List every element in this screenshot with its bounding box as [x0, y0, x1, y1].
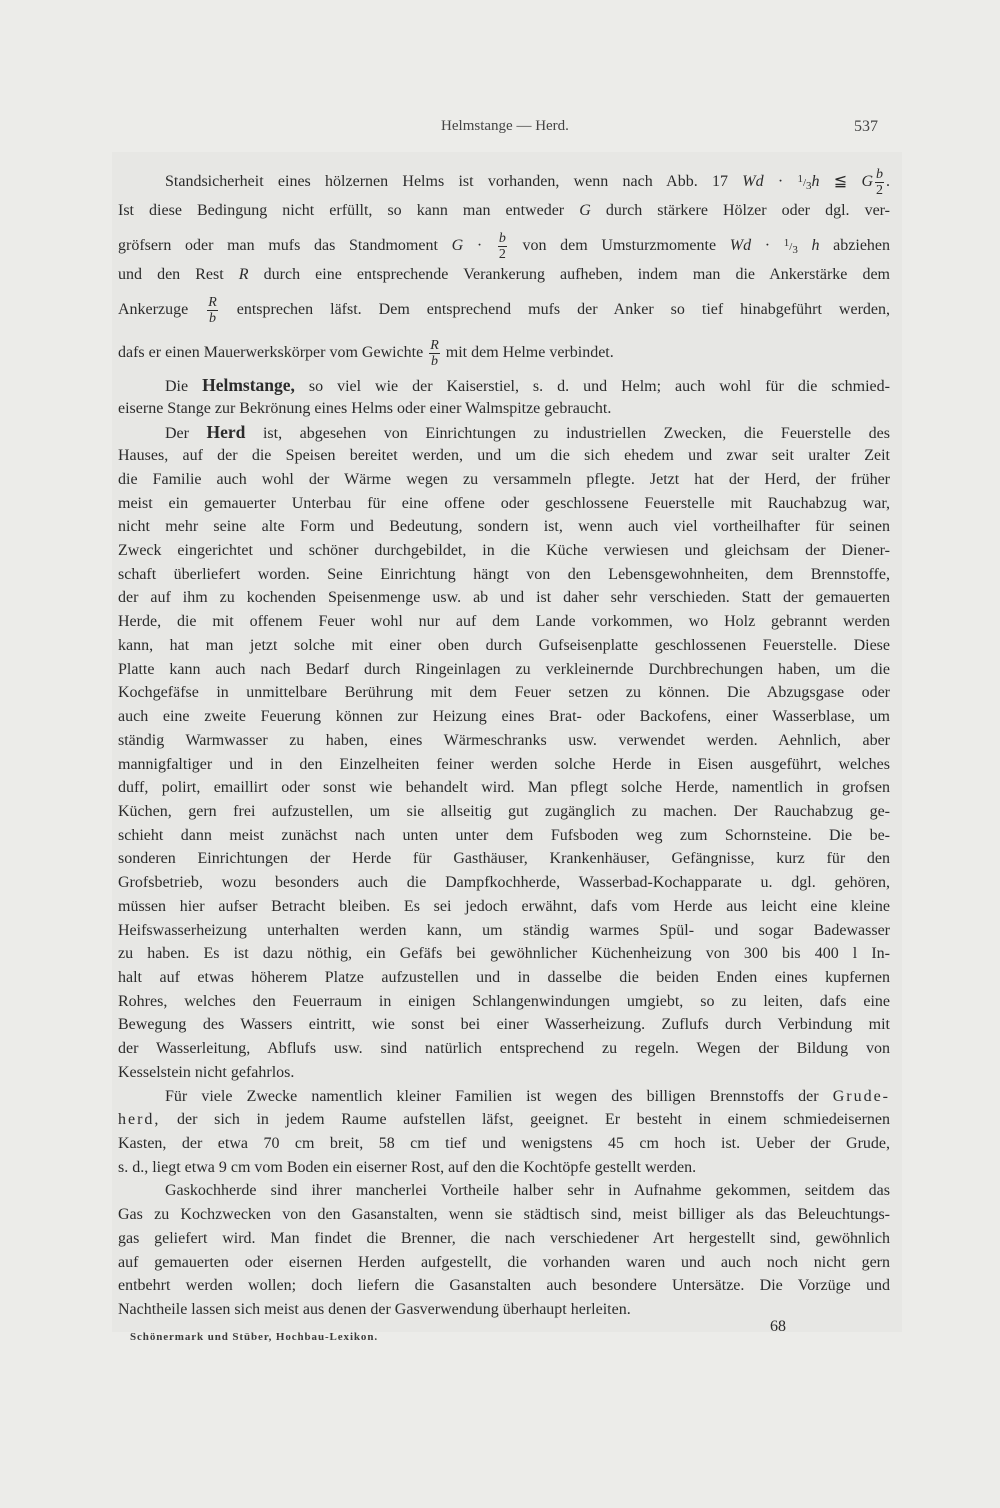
text-segment: dafs er einen Mauerwerkskörper vom Gewichte — [118, 344, 428, 362]
italic-symbol: Wd — [729, 237, 752, 255]
text-line — [118, 397, 890, 421]
one-third-ratio — [783, 237, 798, 257]
spaced-term: herd, — [118, 1111, 161, 1129]
text-line — [118, 539, 890, 563]
text-segment: Für viele Zwecke namentlich kleiner Familien ist wegen des billigen Brennstoffs der — [165, 1087, 833, 1105]
text-segment: der auf ihm zu kochenden Speisenmenge usw. ab und ist daher sehr verschieden. Statt der gemauerten — [118, 589, 890, 607]
text-line — [118, 705, 890, 729]
text-segment: auch eine zweite Feuerung können zur Heizung eines Brat- oder Backofens, einer Wasserblase, um — [118, 708, 890, 726]
page-number: 537 — [854, 118, 878, 135]
text-line — [118, 1108, 890, 1132]
bold-term: Helmstange, — [202, 375, 295, 395]
ratio-slash: / — [802, 177, 807, 190]
text-segment: zu haben. Es ist dazu nöthig, ein Gefäfs bei gewöhnlicher Küchenheizung von 300 bis 400 l In- — [118, 945, 890, 963]
fraction-denominator: b — [431, 354, 438, 369]
text-segment: · — [751, 237, 784, 255]
text-line — [118, 871, 890, 895]
ratio-numerator: 1 — [783, 237, 790, 250]
one-third-ratio — [797, 173, 812, 193]
fraction — [875, 167, 884, 198]
text-segment: ist, abgesehen von Einrichtungen zu industriellen Zwecken, die Feuerstelle des — [245, 425, 890, 443]
ratio-denominator: 3 — [792, 244, 798, 257]
fraction-denominator: 2 — [498, 247, 506, 262]
text-segment: s. d., liegt etwa 9 cm vom Boden ein eiserner Rost, auf den die Kochtöpfe gestellt werden. — [118, 1158, 697, 1176]
text-segment: der sich in jedem Raume aufstellen läfst, geeignet. Er besteht in einem schmiedeisernen — [160, 1111, 890, 1129]
text-segment: Kasten, der etwa 70 cm breit, 58 cm tief und wenigstens 45 cm hoch ist. Ueber der Grude, — [118, 1135, 890, 1153]
text-segment: abziehen — [819, 237, 891, 255]
text-line — [118, 1085, 890, 1109]
ratio-slash: / — [789, 241, 793, 254]
fraction-numerator: R — [430, 338, 439, 353]
text-line — [118, 1132, 890, 1156]
text-segment: kann, hat man jetzt solche mit einer oben durch Gufseisenplatte geschlossenen Feuerstelle. Diese — [118, 636, 890, 654]
text-segment: mit dem Helme verbindet. — [441, 344, 614, 362]
text-segment: entsprechen läfst. Dem entsprechend mufs der Anker so tief hinabgeführt werden, — [219, 301, 891, 319]
text-segment: gröfsern oder man mufs das Standmoment — [118, 237, 452, 255]
text-line — [118, 847, 890, 871]
text-line — [118, 515, 890, 539]
fraction-denominator: b — [208, 311, 216, 326]
text-segment: · — [763, 173, 798, 191]
text-line — [118, 373, 890, 397]
italic-symbol: h — [811, 173, 820, 191]
text-segment: . — [886, 173, 891, 191]
text-segment: ≦ — [819, 173, 862, 191]
text-segment: schaft überliefert worden. Seine Einrichtung hängt von den Lebensgewohnheiten, dem Brennstoffe, — [118, 565, 890, 583]
text-segment: Kochgefäfse in unmittelbare Berührung mit dem Feuer setzen zu können. Die Abzugsgase oder — [118, 684, 890, 702]
fraction-denominator: 2 — [876, 183, 884, 198]
text-line — [118, 1037, 890, 1061]
fraction — [498, 231, 507, 262]
text-segment: sonderen Einrichtungen der Herde für Gasthäuser, Krankenhäuser, Gefängnisse, kurz für den — [118, 850, 890, 868]
text-line — [118, 1274, 890, 1298]
text-segment — [798, 237, 812, 254]
text-line — [118, 1013, 890, 1037]
text-line — [118, 966, 890, 990]
text-segment: Heifswasserheizung unterhalten werden kann, um ständig warmes Spül- und sogar Badewasser — [118, 921, 890, 939]
text-segment: durch stärkere Hölzer oder dgl. ver- — [590, 202, 891, 219]
text-segment: duff, polirt, emaillirt oder sonst wie behandelt wird. Man pflegt solche Herde, namentlich in grofsen — [118, 779, 890, 797]
text-segment: Grofsbetrieb, wozu besonders auch die Dampfkochherde, Wasserbad-Kochapparate u. dgl. gehören, — [118, 874, 890, 892]
text-line — [118, 800, 890, 824]
italic-symbol: G — [861, 173, 874, 191]
text-segment: Ankerzuge — [118, 301, 206, 319]
text-line — [118, 895, 890, 919]
text-line — [118, 1179, 890, 1203]
italic-symbol: h — [811, 237, 820, 255]
text-segment: von dem Umsturzmomente — [508, 237, 730, 255]
text-line — [118, 1156, 890, 1180]
text-segment: Der — [165, 425, 207, 443]
text-segment: Nachtheile lassen sich meist aus denen der Gasverwendung überhaupt herleiten. — [118, 1301, 631, 1319]
ratio-numerator: 1 — [797, 173, 803, 186]
text-segment: Gas zu Kochzwecken von den Gasanstalten, wenn sie städtisch sind, meist billiger als das Beleuchtungs- — [118, 1206, 890, 1224]
text-line — [118, 610, 890, 634]
fraction-numerator: R — [208, 295, 217, 310]
text-line — [118, 753, 890, 777]
text-segment: nicht mehr seine alte Form und Bedeutung, sondern ist, wenn auch viel vortheilhafter für seinen — [118, 518, 890, 536]
italic-symbol: R — [238, 266, 249, 283]
text-segment: Hauses, auf der die Speisen bereitet werden, und um die sich ehedem und zwar seit uralter Zeit — [118, 447, 890, 465]
text-segment: der Wasserleitung, Abflufs usw. sind natürlich entsprechend zu regeln. Wegen der Bildung von — [118, 1040, 890, 1058]
text-segment: Gaskochherde sind ihrer mancherlei Vortheile halber sehr in Aufnahme gekommen, seitdem das — [165, 1182, 890, 1200]
fraction — [207, 295, 218, 326]
spaced-term: Grude- — [832, 1087, 890, 1105]
italic-symbol: Wd — [742, 173, 764, 191]
text-line — [118, 586, 890, 610]
text-line — [118, 199, 890, 223]
text-segment: so viel wie der Kaiserstiel, s. d. und Helm; auch wohl für die schmied- — [294, 378, 890, 395]
text-segment: Herde, die mit offenem Feuer wohl nur auf dem Lande vorkommen, wo Holz gebrannt werden — [118, 613, 890, 631]
text-line — [118, 420, 890, 444]
running-title: Helmstange — Herd. — [441, 118, 569, 134]
text-segment: gas geliefert wird. Man findet die Brenner, die nach verschiedener Art hergestellt sind, gewöhnlich — [118, 1229, 890, 1247]
text-line — [118, 681, 890, 705]
italic-symbol: G — [451, 237, 464, 255]
text-line — [118, 776, 890, 800]
text-segment: ständig Warmwasser zu haben, eines Wärmeschranks usw. verwendet werden. Aehnlich, aber — [118, 731, 890, 749]
text-segment: schieht dann meist zunächst nach unten unter dem Fufsboden weg zum Schornsteine. Die be- — [118, 826, 890, 844]
text-segment: Platte kann auch nach Bedarf durch Ringeinlagen zu verkleinernde Durchbrechungen haben, um die — [118, 660, 890, 678]
text-segment: Standsicherheit eines hölzernen Helms ist vorhanden, wenn nach Abb. 17 — [165, 173, 743, 191]
fraction — [429, 338, 440, 369]
text-segment: eiserne Stange zur Bekrönung eines Helms oder einer Walmspitze gebraucht. — [118, 399, 612, 417]
text-line — [118, 444, 890, 468]
text-segment: meist ein gemauerter Unterbau für eine offene oder geschlossene Feuerstelle mit Rauchabzug war, — [118, 494, 890, 512]
fraction-numerator: b — [498, 231, 506, 246]
text-line — [118, 167, 891, 198]
text-segment: mannigfaltiger und in den Einzelheiten feiner werden solche Herde in Eisen ausgeführt, welches — [118, 755, 890, 773]
text-line — [118, 468, 890, 492]
text-segment: Die — [165, 378, 203, 395]
text-line — [118, 919, 890, 943]
italic-symbol: G — [579, 202, 591, 219]
text-line — [118, 563, 890, 587]
text-segment: Zweck eingerichtet und schöner durchgebildet, in die Küche verwiesen und gleichsam der Diener- — [118, 542, 890, 560]
text-segment: Bewegung des Wassers eintritt, wie sonst bei einer Wasserheizung. Zuflufs durch Verbindung mit — [118, 1016, 890, 1034]
text-line — [118, 824, 890, 848]
fraction-numerator: b — [876, 167, 884, 182]
text-segment: halt auf etwas höherem Platze aufzustellen und in dasselbe die beiden Enden eines kupfernen — [118, 969, 890, 986]
text-segment: Küchen, gern frei aufzustellen, um sie allseitig gut zugänglich zu machen. Der Rauchabzug ge- — [118, 802, 890, 820]
bold-term: Herd — [206, 422, 246, 443]
text-segment: die Familie auch wohl der Wärme wegen zu versammeln pflegte. Jetzt hat der Herd, der früher — [118, 470, 890, 488]
text-line — [118, 942, 890, 966]
text-line — [118, 729, 890, 753]
text-segment: Kesselstein nicht gefahrlos. — [118, 1063, 295, 1081]
text-segment: müssen hier aufser Betracht bleiben. Es sei jedoch erwähnt, dafs vom Herde aus leicht eine kleine — [118, 897, 890, 915]
text-line — [118, 1203, 890, 1227]
text-line — [118, 231, 891, 262]
text-line — [118, 1251, 890, 1275]
text-line — [118, 1227, 890, 1251]
text-line — [118, 492, 890, 516]
text-line — [118, 1061, 890, 1085]
text-segment: und den Rest — [118, 266, 239, 283]
ratio-denominator: 3 — [806, 180, 812, 193]
text-line — [118, 634, 890, 658]
text-line — [118, 338, 890, 369]
text-segment: · — [463, 237, 496, 255]
text-line — [118, 263, 890, 287]
text-line — [118, 990, 890, 1014]
sheet-number: 68 — [770, 1318, 786, 1335]
imprint: Schönermark und Stüber, Hochbau-Lexikon. — [130, 1331, 379, 1343]
text-line — [118, 295, 891, 326]
text-segment: Ist diese Bedingung nicht erfüllt, so kann man entweder — [118, 202, 580, 219]
text-segment: durch eine entsprechende Verankerung aufheben, indem man die Ankerstärke dem — [248, 266, 891, 283]
text-line — [118, 658, 890, 682]
text-segment: entbehrt werden wollen; doch liefern die Gasanstalten auch besondere Untersätze. Die Vorzüge und — [118, 1277, 890, 1295]
text-segment: Rohres, welches den Feuerraum in einigen Schlangenwindungen umgiebt, so zu leiten, dafs eine — [118, 992, 890, 1010]
text-segment: auf gemauerten oder eisernen Herden aufgestellt, die vorhanden waren und auch noch nicht gern — [118, 1253, 890, 1271]
